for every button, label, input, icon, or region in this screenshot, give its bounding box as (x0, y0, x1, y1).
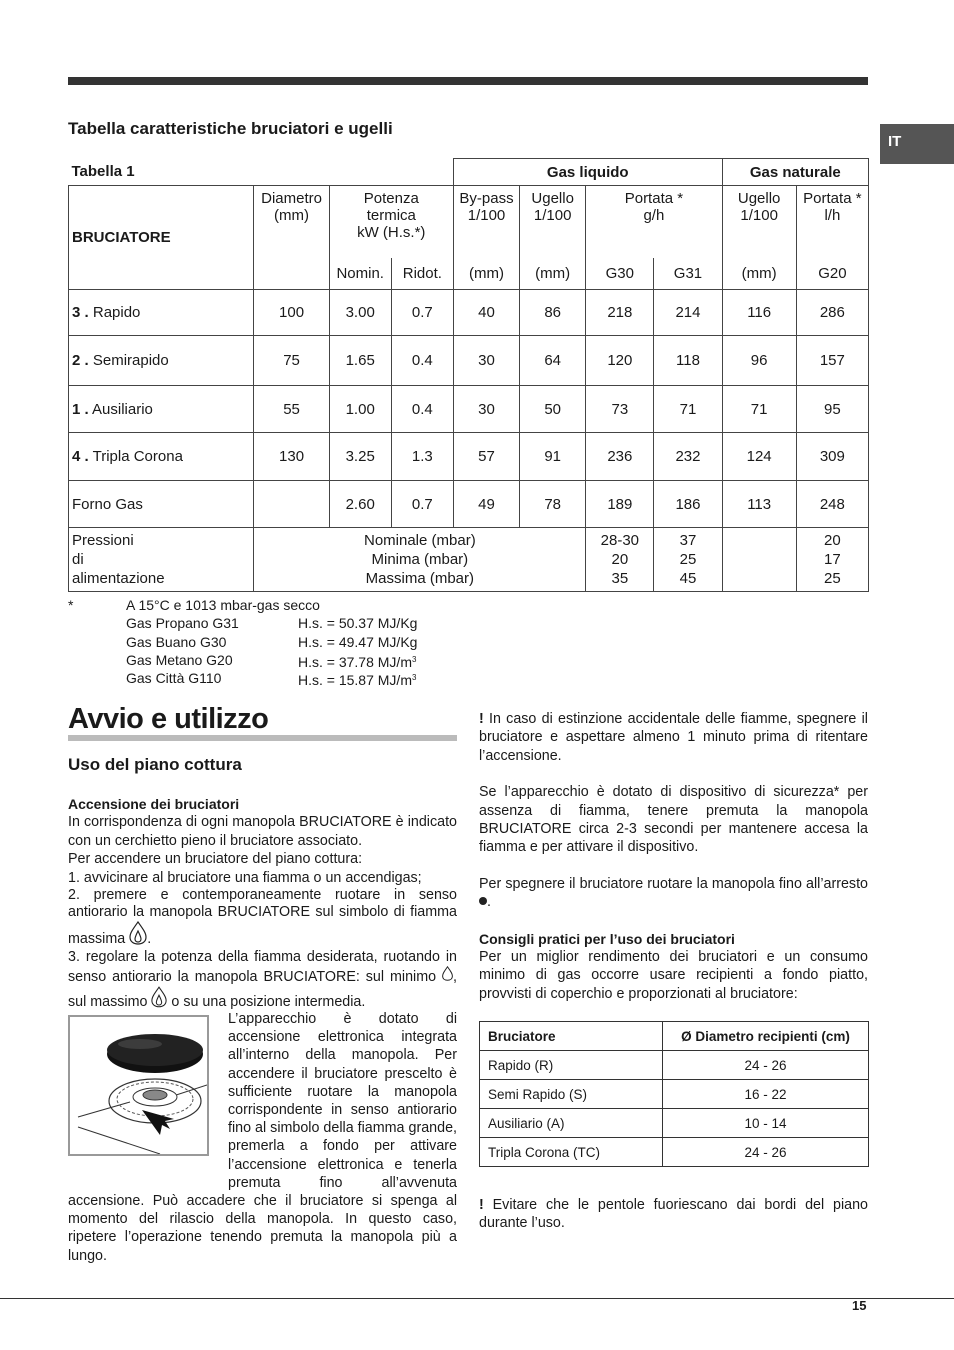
sub-nomin: Nomin. (329, 258, 391, 290)
cell: 232 (654, 433, 722, 481)
flame-min-icon (442, 966, 453, 981)
cell: 1.00 (329, 386, 391, 433)
section-title: Tabella caratteristiche bruciatori e ugelli (68, 119, 393, 138)
cell: 116 (722, 290, 796, 336)
accensione-heading: Accensione dei bruciatori (68, 796, 240, 812)
cell: 286 (796, 290, 868, 336)
figure-spacer (68, 1010, 228, 1174)
table-caption: Tabella 1 (71, 163, 135, 181)
page-title: Avvio e utilizzo (68, 703, 269, 735)
sub-ridot: Ridot. (391, 258, 453, 290)
cell: 214 (654, 290, 722, 336)
flame-max-icon (151, 986, 167, 1008)
cell: 1.3 (391, 433, 453, 481)
cell: Ausiliario (A) (480, 1109, 663, 1138)
sub-g20: G20 (796, 258, 868, 290)
table-row (69, 481, 869, 528)
flame-max-icon (129, 921, 147, 945)
cell: 95 (796, 386, 868, 433)
footer-rule (0, 1298, 954, 1299)
cell (254, 481, 329, 528)
note-hs: H.s. = 49.47 MJ/Kg (298, 633, 418, 650)
sub-ugello-unit: (mm) (520, 258, 586, 290)
col-bruciatore: BRUCIATORE (69, 186, 254, 290)
note-conditions: A 15°C e 1013 mbar-gas secco (126, 597, 320, 613)
table-row (69, 386, 869, 433)
paragraph: In corrispondenza di ogni manopola BRUCIATORE è indicato con un cerchietto pieno il bruciatore associato. (68, 814, 457, 849)
col-ugello-ng: Ugello 1/100 (722, 186, 796, 258)
cell: 100 (254, 290, 329, 336)
paragraph: Per accendere un bruciatore del piano cottura: (68, 851, 363, 868)
cell: 24 - 26 (663, 1051, 869, 1080)
paragraph: 1. avvicinare al bruciatore una fiamma o un accendigas; (68, 869, 422, 886)
cell: 0.4 (391, 336, 453, 386)
cell: 78 (520, 481, 586, 528)
cell: 30 (453, 386, 519, 433)
note-hs: H.s. = 15.87 $MJ/m^3$ (298, 672, 417, 688)
cell: 55 (254, 386, 329, 433)
burner-name: 3 . Rapido (69, 290, 254, 336)
pot-size-table (479, 1021, 869, 1167)
cell: 130 (254, 433, 329, 481)
cell: 3.25 (329, 433, 391, 481)
cell: 30 (453, 336, 519, 386)
burner-name: 2 . Semirapido (69, 336, 254, 386)
cell: Tripla Corona (TC) (480, 1138, 663, 1167)
title-underline (68, 735, 457, 741)
page-number: 15 (852, 1298, 867, 1313)
table-row (480, 1138, 869, 1167)
warning-pots: ! Evitare che le pentole fuoriescano dai bordi del piano durante l’uso. (479, 1197, 868, 1232)
pressure-g31: 37 25 45 (654, 528, 722, 592)
sub-bypass-unit: (mm) (453, 258, 519, 290)
note-gas: Gas Buano G30 (126, 633, 227, 650)
col-ugello-lpg: Ugello 1/100 (520, 186, 586, 258)
note-gas: Gas Metano G20 (126, 652, 233, 668)
cell: Semi Rapido (S) (480, 1080, 663, 1109)
pressure-g30: 28-30 20 35 (586, 528, 654, 592)
cell: 157 (796, 336, 868, 386)
cell: 96 (722, 336, 796, 386)
table-header-row (480, 1022, 869, 1051)
note-asterisk: * (68, 597, 74, 613)
cell: 57 (453, 433, 519, 481)
cell: 118 (654, 336, 722, 386)
cell: Rapido (R) (480, 1051, 663, 1080)
cell: 248 (796, 481, 868, 528)
note-gas: Gas Propano G31 (126, 615, 239, 631)
burner-name: 4 . Tripla Corona (69, 433, 254, 481)
group-gas-liquido: Gas liquido (453, 159, 722, 186)
warning-extinction: ! In caso di estinzione accidentale delle fiamme, spegnere il bruciatore e aspettare almeno 1 minuto prima di ritentare l’accensione. (479, 711, 868, 764)
col-portata-lpg: Portata * g/h (586, 186, 722, 258)
warning-icon: ! (479, 711, 484, 727)
pressure-label: Pressioni di alimentazione (69, 528, 254, 592)
sub-g30: G30 (586, 258, 654, 290)
cell: 91 (520, 433, 586, 481)
col-portata-ng: Portata * l/h (796, 186, 868, 258)
cell: 236 (586, 433, 654, 481)
sub-g31: G31 (654, 258, 722, 290)
table-row (69, 336, 869, 386)
paragraph: Se l’apparecchio è dotato di dispositivo di sicurezza* per assenza di fiamma, tenere premuta la manopola BRUCIATORE circa 2-3 secondi per mantenere accesa la fiamma e per attivare il dispositivo. (479, 784, 868, 856)
cell: 0.7 (391, 481, 453, 528)
cell: 189 (586, 481, 654, 528)
cell: 2.60 (329, 481, 391, 528)
cell: 16 - 22 (663, 1080, 869, 1109)
table-row (480, 1109, 869, 1138)
col-potenza: Potenza termica kW (H.s.*) (329, 186, 453, 258)
cell: 0.7 (391, 290, 453, 336)
cell: 40 (453, 290, 519, 336)
cell: 1.65 (329, 336, 391, 386)
burner-spec-table (68, 158, 869, 592)
table-notes (68, 596, 468, 688)
burner-name: Forno Gas (69, 481, 254, 528)
paragraph: 3. regolare la potenza della fiamma desiderata, ruotando in senso antiorario la manopola BRUCIATORE: sul minimo , sul massimo o su una posizione intermedia. (68, 949, 457, 1011)
note-gas: Gas Città G110 (126, 670, 222, 686)
ignition-paragraph: L’apparecchio è dotato di accensione elettronica integrata all’interno della manopola. Per accendere il bruciatore prescelto è sufficiente ruotare la manopola corrispondente in senso antiorario fino al simbolo della fiamma grande, premerla a fondo per attivare l’accensione elettronica e tenerla premuta fino all’avvenuta accensione. Può accadere che il bruciatore si spenga al momento del rilascio della manopola. In questo caso, ripetere l’operazione tenendo premuta la manopola più a lungo. (68, 1011, 457, 1264)
pressure-desc: Nominale (mbar) Minima (mbar) Massima (mbar) (254, 528, 586, 592)
warning-icon: ! (479, 1197, 484, 1213)
cell: 124 (722, 433, 796, 481)
table-row (480, 1080, 869, 1109)
cell: 75 (254, 336, 329, 386)
table-row (69, 290, 869, 336)
table-row (480, 1051, 869, 1080)
paragraph: 2. premere e contemporaneamente ruotare in senso antiorario la manopola BRUCIATORE sul simbolo di fiamma massima . (68, 887, 457, 948)
subtitle: Uso del piano cottura (68, 755, 242, 774)
cell: 86 (520, 290, 586, 336)
paragraph: Per spegnere il bruciatore ruotare la manopola fino all’arresto . (479, 875, 868, 911)
pressure-empty (722, 528, 796, 592)
burner-name: 1 . Ausiliario (69, 386, 254, 433)
off-position-icon (479, 897, 487, 905)
header-bruciatore: Bruciatore (480, 1022, 663, 1051)
sub-ugello-ng-unit: (mm) (722, 258, 796, 290)
cell: 50 (520, 386, 586, 433)
cell: 309 (796, 433, 868, 481)
cell: 120 (586, 336, 654, 386)
cell: 0.4 (391, 386, 453, 433)
language-tab: IT (880, 124, 954, 164)
note-hs: H.s. = 50.37 MJ/Kg (298, 615, 418, 631)
cell: 64 (520, 336, 586, 386)
cell: 186 (654, 481, 722, 528)
cell: 218 (586, 290, 654, 336)
consigli-heading: Consigli pratici per l’uso dei bruciatori (479, 930, 735, 947)
pressure-row (69, 528, 869, 592)
cell: 71 (654, 386, 722, 433)
right-column (479, 710, 868, 1003)
cell: 24 - 26 (663, 1138, 869, 1167)
col-bypass: By-pass 1/100 (453, 186, 519, 258)
top-rule (68, 77, 868, 85)
group-gas-naturale: Gas naturale (722, 159, 868, 186)
cell: 10 - 14 (663, 1109, 869, 1138)
pressure-g20: 20 17 25 (796, 528, 868, 592)
cell: 73 (586, 386, 654, 433)
left-column-top (68, 795, 457, 1011)
table-row (69, 433, 869, 481)
cell: 3.00 (329, 290, 391, 336)
note-hs: H.s. = 37.78 $MJ/m^3$ (298, 654, 417, 670)
col-diametro: Diametro (mm) (254, 186, 329, 290)
cell: 113 (722, 481, 796, 528)
cell: 71 (722, 386, 796, 433)
cell: 49 (453, 481, 519, 528)
paragraph: Per un miglior rendimento dei bruciatori e un consumo minimo di gas occorre usare recipienti a fondo piatto, provvisti di coperchio e proporzionati al bruciatore: (479, 949, 868, 1002)
header-diametro: Ø Diametro recipienti (cm) (663, 1022, 869, 1051)
